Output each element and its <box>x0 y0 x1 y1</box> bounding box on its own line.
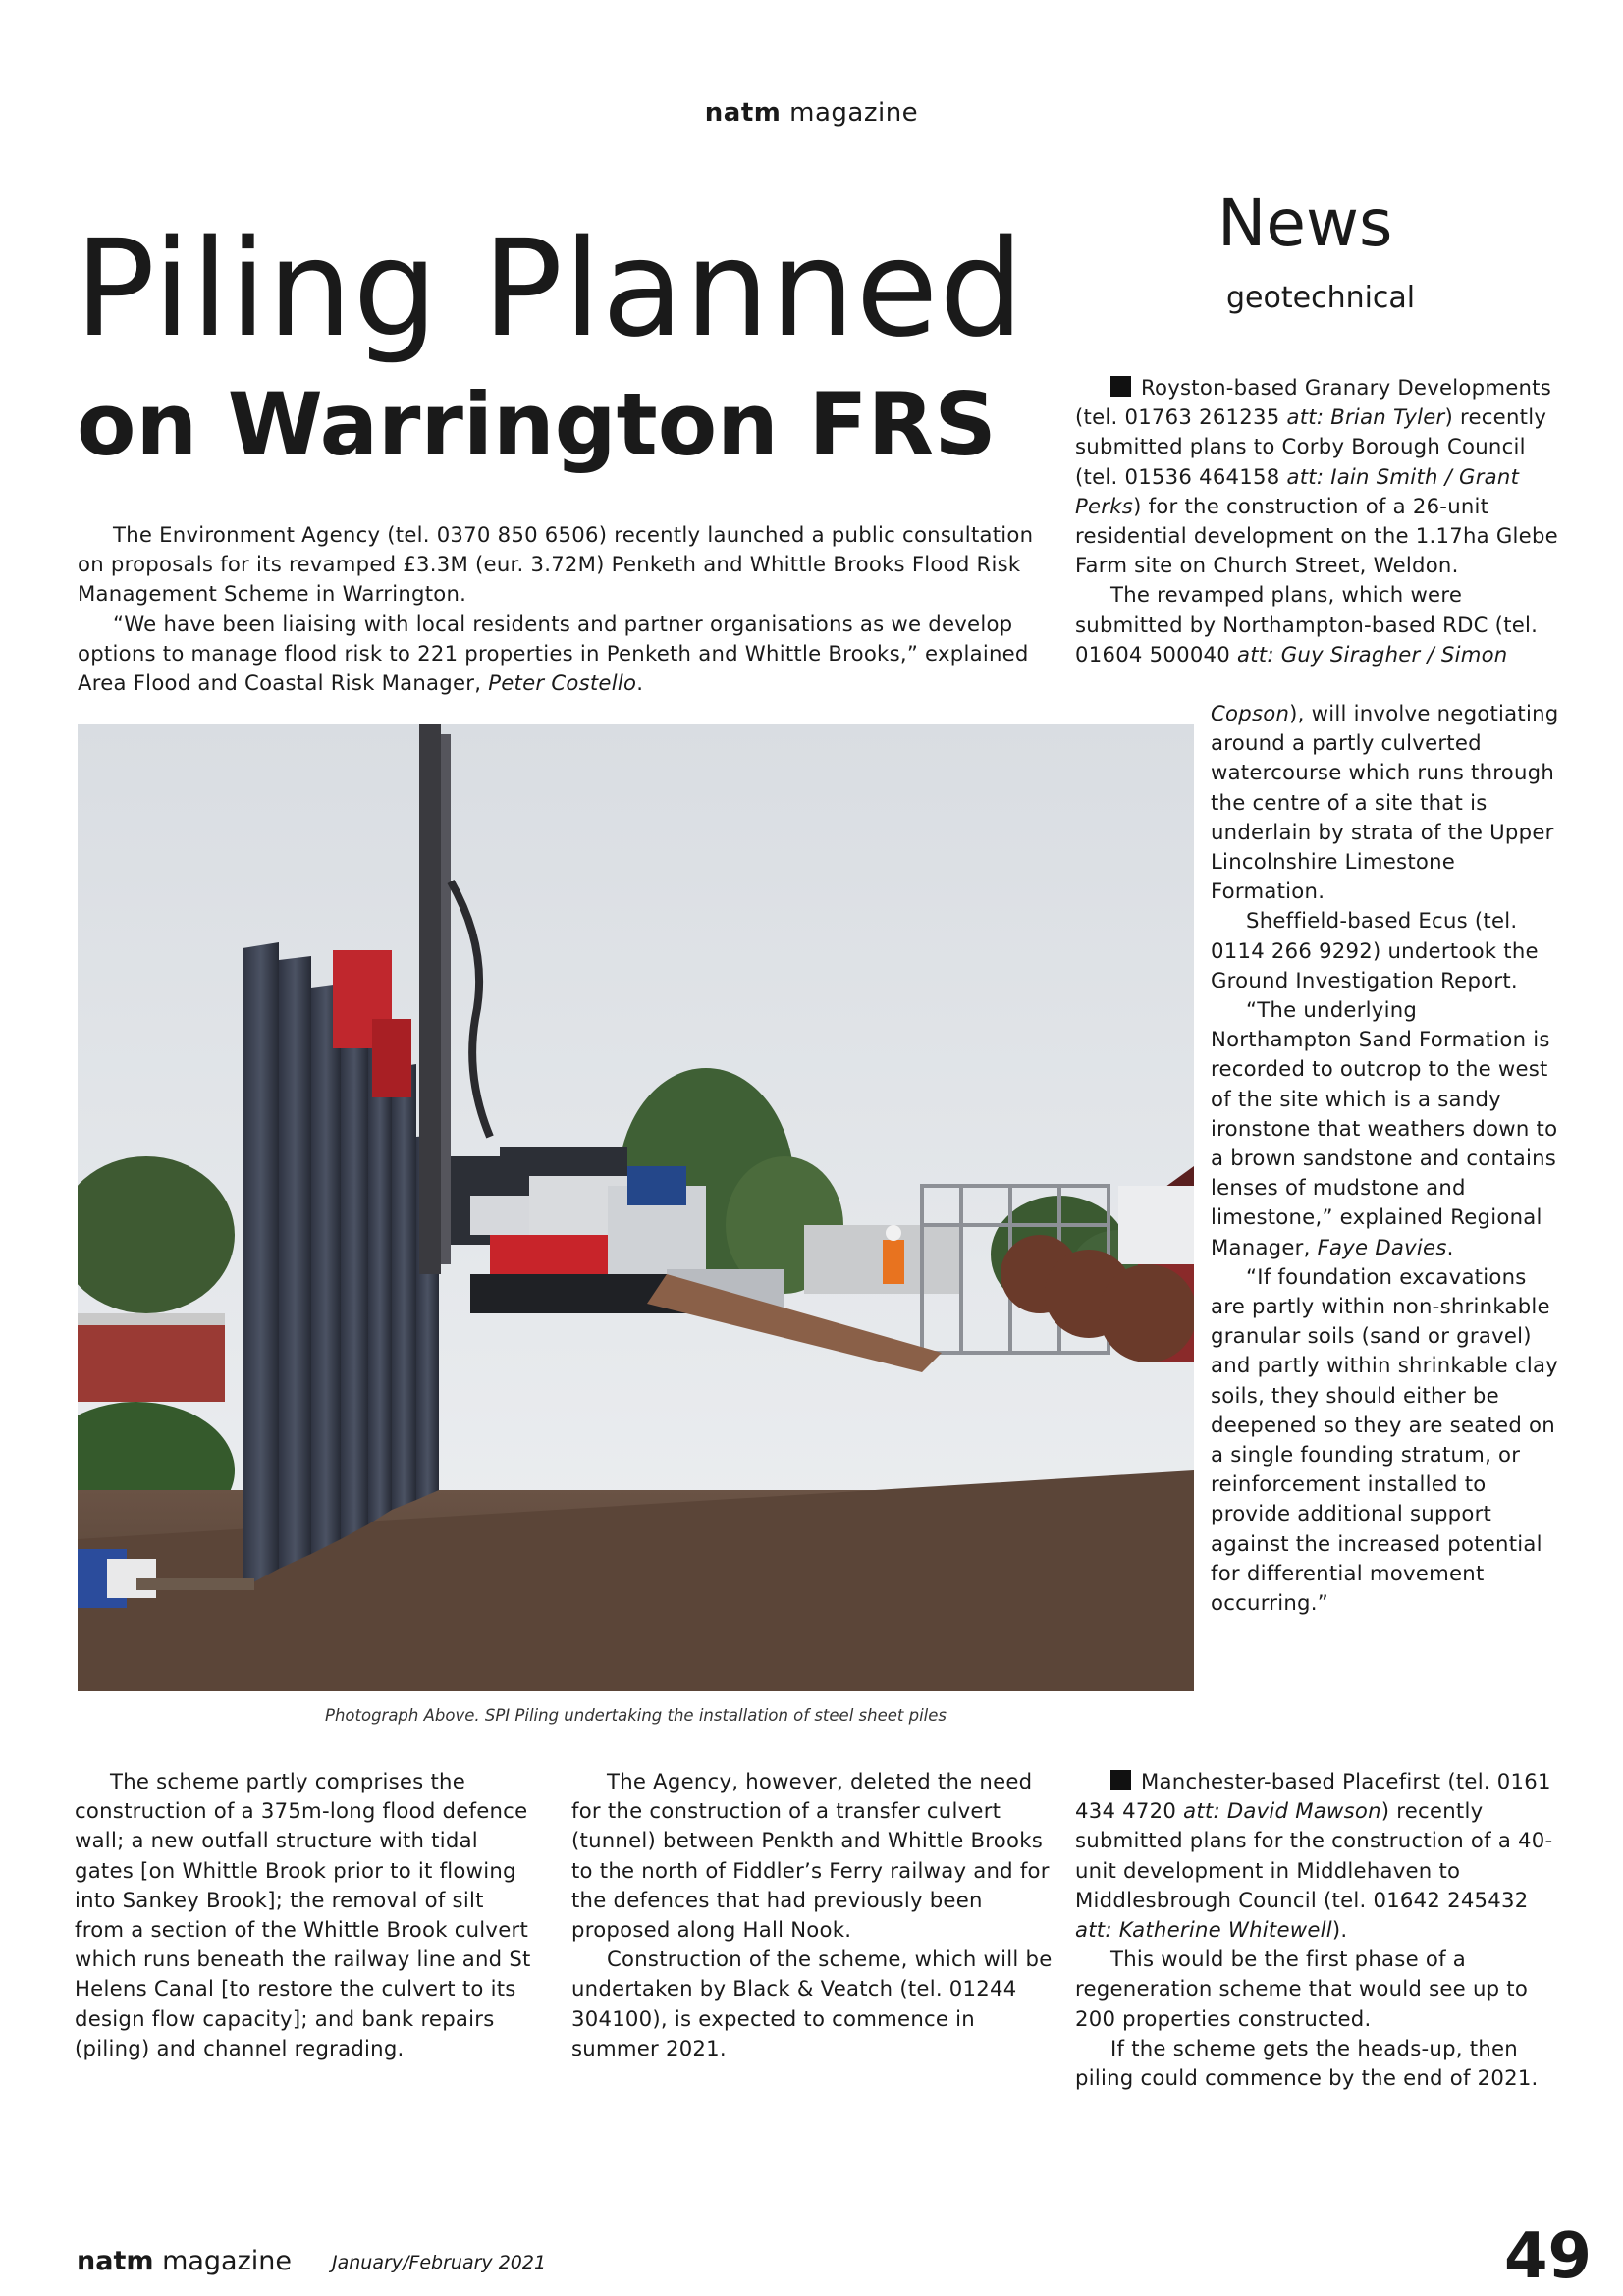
intro-paragraph-1: The Environment Agency (tel. 0370 850 6506) recently launched a public consultation on proposals for its revamped £3.3M (eur. 3.72M) Penketh and Whittle Brooks Flood Risk Management Scheme in Warrington. <box>78 522 1034 607</box>
news-item-granary-p4: “The underlying Northampton Sand Formation is recorded to outcrop to the west of the site which is a sandy ironstone that weathers down to a brown sandstone and contains lenses of mudstone and limestone,” explained Regional Manager, Faye Davies. <box>1211 997 1558 1259</box>
square-bullet-icon <box>1110 376 1131 397</box>
col2-paragraph-2: Construction of the scheme, which will be undertaken by Black & Veatch (tel. 01244 304100), is expected to commence in summer 2021. <box>571 1947 1053 2060</box>
news-item-granary-p5: “If foundation excavations are partly within non-shrinkable granular soils (sand or gravel) and partly within shrinkable clay soils, they should either be deepened so they are seated on a single founding stratum, or reinforcement installed to provide additional support against the increased potential for differential movement occurring.” <box>1211 1263 1558 1616</box>
news-item-placefirst <box>1075 1767 1561 2093</box>
masthead: natm magazine <box>704 98 919 128</box>
issue-date: January/February 2021 <box>332 2252 547 2273</box>
news-item-granary-p2: The revamped plans, which were submitted by Northampton-based RDC (tel. 01604 500040 att: Guy Siragher / Simon <box>1075 582 1539 667</box>
news-item-placefirst-p1: Manchester-based Placefirst (tel. 0161 434 4720 att: David Mawson) recently submitted plans for the construction of a 40-unit development in Middlehaven to Middlesbrough Council (tel. 01642 245432 att: Katherine Whitewell). <box>1075 1769 1553 1943</box>
news-item-granary-p3: Sheffield-based Ecus (tel. 0114 266 9292) undertook the Ground Investigation Report. <box>1211 908 1539 992</box>
news-item-granary-p2-cont: Copson), will involve negotiating around a partly culverted watercourse which runs through the centre of a site that is underlain by strata of the Upper Lincolnshire Limestone Formation. <box>1211 701 1559 904</box>
section-title: News <box>1217 186 1393 261</box>
headline-line-1: Piling Planned <box>75 212 1025 367</box>
photo-caption: Photograph Above. SPI Piling undertaking the installation of steel sheet piles <box>325 1706 947 1725</box>
news-item-placefirst-p3: If the scheme gets the heads-up, then piling could commence by the end of 2021. <box>1075 2035 1539 2091</box>
column-2 <box>571 1767 1053 2063</box>
column-1 <box>75 1767 536 2063</box>
section-subtitle: geotechnical <box>1226 281 1416 315</box>
col1-paragraph-1: The scheme partly comprises the construction of a 375m-long flood defence wall; a new outfall structure with tidal gates [on Whittle Brook prior to it flowing into Sankey Brook]; the removal of silt from a section of the Whittle Brook culvert which runs beneath the railway line and St Helens Canal [to restore the culvert to its design flow capacity]; and bank repairs (piling) and channel regrading. <box>75 1769 531 2060</box>
intro-text <box>78 520 1055 698</box>
quoted-person: Peter Costello <box>488 670 637 696</box>
site-photo <box>78 724 1194 1691</box>
footer-brand: natm magazine <box>77 2246 292 2276</box>
news-item-granary-p1: Royston-based Granary Developments (tel. 01763 261235 att: Brian Tyler) recently submitted plans to Corby Borough Council (tel. 01536 464158 att: Iain Smith / Grant Perks) for the construction of a 26-unit residential development on the 1.17ha Glebe Farm site on Church Street, Weldon. <box>1075 375 1558 578</box>
square-bullet-icon <box>1110 1770 1131 1790</box>
col2-paragraph-1: The Agency, however, deleted the need for the construction of a transfer culvert (tunnel) between Penkth and Whittle Brooks to the north of Fiddler’s Ferry railway and for the defences that had previously been proposed along Hall Nook. <box>571 1769 1050 1943</box>
news-item-granary <box>1075 373 1561 669</box>
intro-paragraph-2: “We have been liaising with local residents and partner organisations as we develop options to manage flood risk to 221 properties in Penketh and Whittle Brooks,” explained Area Flood and Coastal Risk Manager, Peter Costello. <box>78 611 1029 696</box>
news-item-placefirst-p2: This would be the first phase of a regeneration scheme that would see up to 200 properties constructed. <box>1075 1947 1529 2031</box>
headline-line-2: on Warrington FRS <box>77 374 997 475</box>
page-number: 49 <box>1504 2220 1593 2293</box>
news-item-granary-continued <box>1211 699 1564 1618</box>
